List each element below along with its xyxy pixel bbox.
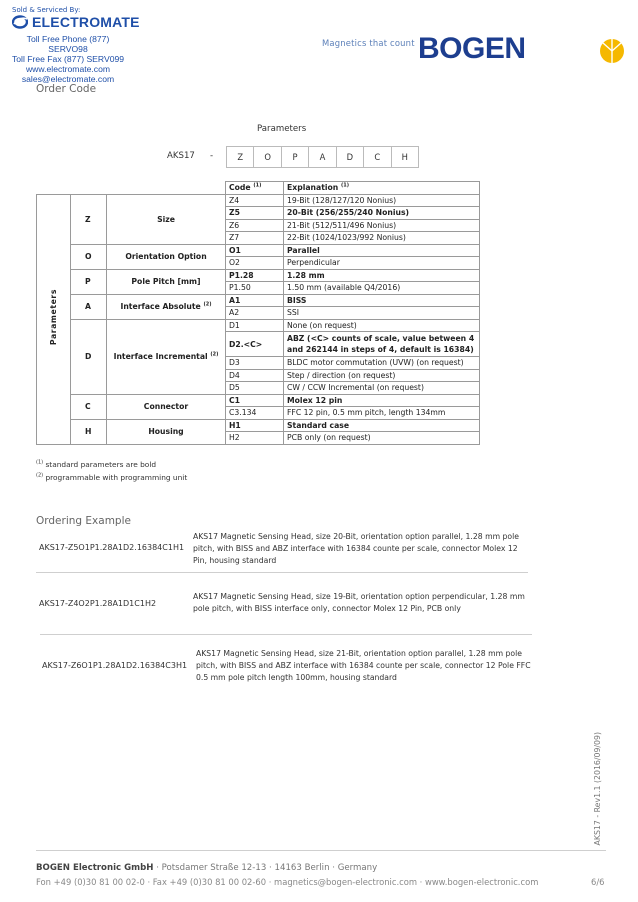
explanation-cell: Parallel — [284, 244, 480, 257]
bogen-logo: BOGEN — [418, 32, 526, 65]
table-row — [37, 394, 480, 407]
example-code-1: AKS17-Z5O1P1.28A1D2.16384C1H1 — [39, 543, 185, 552]
code-cell: Z5 — [226, 207, 284, 220]
table-row — [37, 419, 480, 432]
explanation-cell: 20-Bit (256/255/240 Nonius) — [284, 207, 480, 220]
code-cell: D5 — [226, 382, 284, 395]
electromate-email-link[interactable]: sales@electromate.com — [21, 74, 115, 84]
example-code-2: AKS17-Z4O2P1.28A1D1C1H2 — [39, 599, 157, 608]
explanation-cell: FFC 12 pin, 0.5 mm pitch, length 134mm — [284, 407, 480, 420]
explanation-cell: BISS — [284, 294, 480, 307]
param-letter-c: C — [71, 394, 107, 419]
explanation-cell: 21-Bit (512/511/496 Nonius) — [284, 219, 480, 232]
code-cell: D4 — [226, 369, 284, 382]
param-letter-h: H — [71, 419, 107, 444]
electromate-logo[interactable] — [12, 14, 140, 30]
code-cell-z: Z — [227, 147, 254, 167]
param-name-pole-pitch: Pole Pitch [mm] — [107, 269, 226, 294]
code-cell: P1.50 — [226, 282, 284, 295]
parameters-table — [36, 181, 480, 445]
explanation-cell: 1.50 mm (available Q4/2016) — [284, 282, 480, 295]
param-letter-o: O — [71, 244, 107, 269]
table-row — [37, 244, 480, 257]
param-name-orientation: Orientation Option — [107, 244, 226, 269]
param-name-connector: Connector — [107, 394, 226, 419]
electromate-name: ELECTROMATE — [32, 14, 140, 30]
param-name-size: Size — [107, 194, 226, 244]
explanation-cell: BLDC motor commutation (UVW) (on request) — [284, 357, 480, 370]
code-cell: A2 — [226, 307, 284, 320]
parameters-label: Parameters — [257, 124, 307, 134]
header-code: Code $^{(1)}$ — [226, 182, 284, 195]
electromate-swoosh-icon — [12, 15, 28, 29]
explanation-cell: Standard case — [284, 419, 480, 432]
sold-by-label: Sold & Serviced By: — [12, 6, 81, 14]
param-letter-p: P — [71, 269, 107, 294]
table-row — [37, 294, 480, 307]
explanation-cell: None (on request) — [284, 319, 480, 332]
footer-divider — [36, 850, 606, 851]
explanation-cell: SSI — [284, 307, 480, 320]
param-letter-d: D — [71, 319, 107, 394]
code-cell-o: O — [254, 147, 281, 167]
param-name-interface-incremental: Interface Incremental $^{(2)}$ — [107, 319, 226, 394]
explanation-cell: 1.28 mm — [284, 269, 480, 282]
code-cell: D2.<C> — [226, 332, 284, 357]
order-code-title: Order Code — [36, 83, 97, 95]
order-code-dash: - — [210, 151, 214, 161]
order-code-boxes — [226, 146, 419, 168]
explanation-cell: Step / direction (on request) — [284, 369, 480, 382]
footer-contact: Fon +49 (0)30 81 00 02-0 · Fax +49 (0)30 81 00 02-60 · magnetics@bogen-electronic.com · www.bogen-electronic.com — [36, 877, 539, 887]
footnote-1: $^{(1)}$ standard parameters are bold — [36, 459, 157, 469]
example-desc-3: AKS17 Magnetic Sensing Head, size 21-Bit, orientation option parallel, 1.28 mm pole pitch, with BISS and ABZ interface with 16384 counte per scale, connector 12 Pole FFC 0.5 mm pole pitch length 100mm, housing standard — [196, 649, 531, 682]
table-row — [37, 194, 480, 207]
explanation-cell: ABZ (<C> counts of scale, value between 4 and 262144 in steps of 4, default is 16384) — [284, 332, 480, 357]
param-name-housing: Housing — [107, 419, 226, 444]
param-name-interface-absolute: Interface Absolute $^{(2)}$ — [107, 294, 226, 319]
bogen-sun-icon — [597, 37, 629, 65]
code-cell: H1 — [226, 419, 284, 432]
toll-free-fax: Toll Free Fax (877) SERV099 — [11, 54, 125, 64]
code-cell-h: H — [401, 152, 408, 162]
document-revision: AKS17 - Rev1.1 (2016/09/09) — [593, 731, 602, 845]
code-cell: O1 — [226, 244, 284, 257]
code-cell-d: D — [337, 147, 364, 167]
page-number: 6/6 — [591, 877, 605, 887]
table-row — [37, 319, 480, 332]
code-cell: A1 — [226, 294, 284, 307]
code-cell: P1.28 — [226, 269, 284, 282]
example-desc-2: AKS17 Magnetic Sensing Head, size 19-Bit, orientation option perpendicular, 1.28 mm pole pitch, with BISS interface only, connector Molex 12 Pin, PCB only — [193, 592, 525, 613]
code-cell-a: A — [309, 147, 336, 167]
explanation-cell: Molex 12 pin — [284, 394, 480, 407]
code-cell: D1 — [226, 319, 284, 332]
code-cell: H2 — [226, 432, 284, 445]
toll-free-phone: Toll Free Phone (877) SERVO98 — [26, 34, 110, 54]
parameters-side-label: Parameters — [37, 194, 71, 444]
code-cell: Z4 — [226, 194, 284, 207]
code-cell: C3.134 — [226, 407, 284, 420]
electromate-contacts — [8, 34, 128, 84]
code-cell: C1 — [226, 394, 284, 407]
electromate-website-link[interactable]: www.electromate.com — [25, 64, 111, 74]
order-code-prefix: AKS17 — [167, 151, 195, 161]
code-cell: Z7 — [226, 232, 284, 245]
explanation-cell: Perpendicular — [284, 257, 480, 270]
table-row — [37, 269, 480, 282]
example-code-3: AKS17-Z6O1P1.28A1D2.16384C3H1 — [42, 661, 188, 670]
code-cell: Z6 — [226, 219, 284, 232]
tagline: Magnetics that count — [322, 38, 415, 48]
example-divider-1 — [36, 572, 528, 573]
explanation-cell: 22-Bit (1024/1023/992 Nonius) — [284, 232, 480, 245]
example-divider-2 — [40, 634, 532, 635]
param-letter-a: A — [71, 294, 107, 319]
ordering-example-title: Ordering Example — [36, 515, 131, 527]
param-letter-z: Z — [71, 194, 107, 244]
example-desc-1: AKS17 Magnetic Sensing Head, size 20-Bit, orientation option parallel, 1.28 mm pole pitch, with BISS and ABZ interface with 16384 counte per scale, connector Molex 12 Pin, housing standard — [193, 532, 519, 565]
explanation-cell: CW / CCW Incremental (on request) — [284, 382, 480, 395]
header-explanation: Explanation $^{(1)}$ — [284, 182, 480, 195]
code-cell: D3 — [226, 357, 284, 370]
code-cell-p: P — [282, 147, 309, 167]
code-cell: O2 — [226, 257, 284, 270]
footnote-2: $^{(2)}$ programmable with programming unit — [36, 472, 188, 482]
code-cell-c: C — [364, 147, 391, 167]
footer-address: BOGEN Electronic GmbH · Potsdamer Straße 12-13 · 14163 Berlin · Germany — [36, 863, 378, 873]
footer-company: BOGEN Electronic GmbH — [36, 863, 154, 873]
table-header-row — [37, 182, 480, 195]
explanation-cell: PCB only (on request) — [284, 432, 480, 445]
explanation-cell: 19-Bit (128/127/120 Nonius) — [284, 194, 480, 207]
